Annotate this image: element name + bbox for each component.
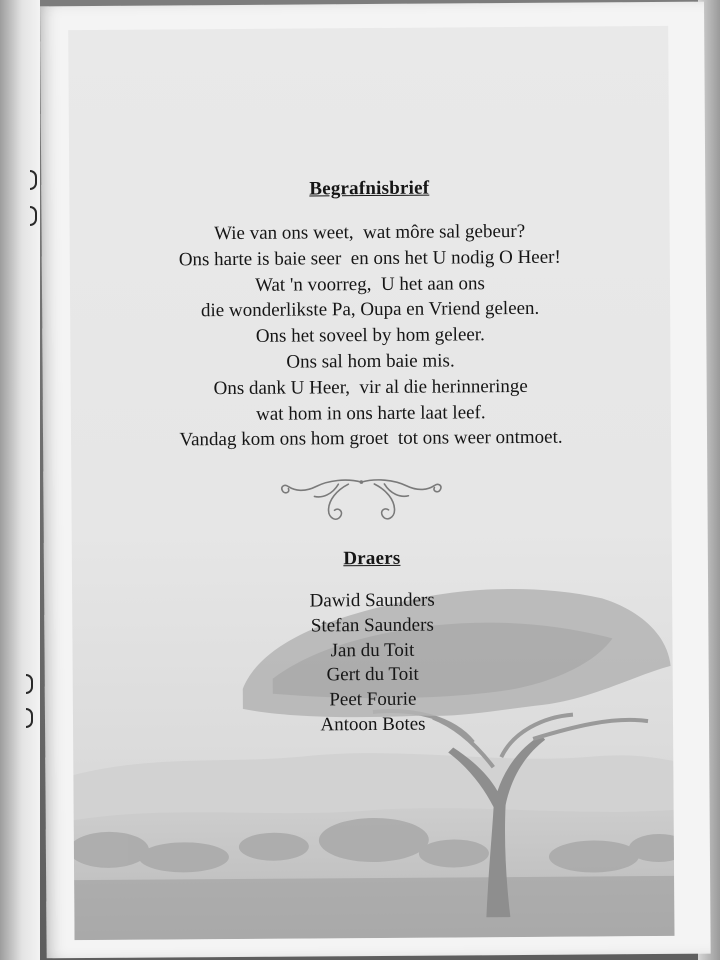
binding-hole-icon [26, 674, 33, 694]
bearers-list [72, 587, 673, 740]
bearer-name: Peet Fourie [329, 688, 417, 711]
poem-line: wat hom in ons harte laat leef. [256, 401, 486, 425]
poem-line: Ons sal hom baie mis. [286, 350, 455, 373]
bearer-name: Gert du Toit [326, 664, 419, 686]
poem-line: Ons harte is baie seer en ons het U nodig O Heer! [178, 246, 561, 271]
bearer-name: Stefan Saunders [310, 614, 434, 637]
bearer-name: Dawid Saunders [309, 589, 435, 612]
poem-line: Wat 'n voorreg, U het aan ons [254, 272, 485, 296]
poem-line: die wonderlikste Pa, Oupa en Vriend geleen. [200, 298, 540, 322]
binding-hole-icon [26, 708, 33, 728]
bearer-name: Jan du Toit [330, 639, 415, 661]
binding-hole-icon [30, 206, 37, 226]
poem-line: Vandag kom ons hom groet tot ons weer ontmoet. [179, 427, 563, 451]
poem-line: Ons het soveel by hom geleer. [255, 324, 485, 348]
binding-hole-icon [30, 170, 37, 190]
bearer-name: Antoon Botes [320, 713, 426, 736]
facing-page-left [0, 0, 40, 960]
poem-block [70, 218, 672, 454]
printed-panel [68, 26, 674, 940]
poem-line: Ons dank U Heer, vir al die herinneringe [213, 375, 528, 399]
poem-line: Wie van ons weet, wat môre sal gebeur? [213, 220, 526, 245]
booklet-page [40, 2, 711, 959]
scroll-flourish-icon [276, 473, 446, 526]
bearers-title: Draers [343, 547, 401, 570]
page-title: Begrafnisbrief [309, 177, 430, 200]
